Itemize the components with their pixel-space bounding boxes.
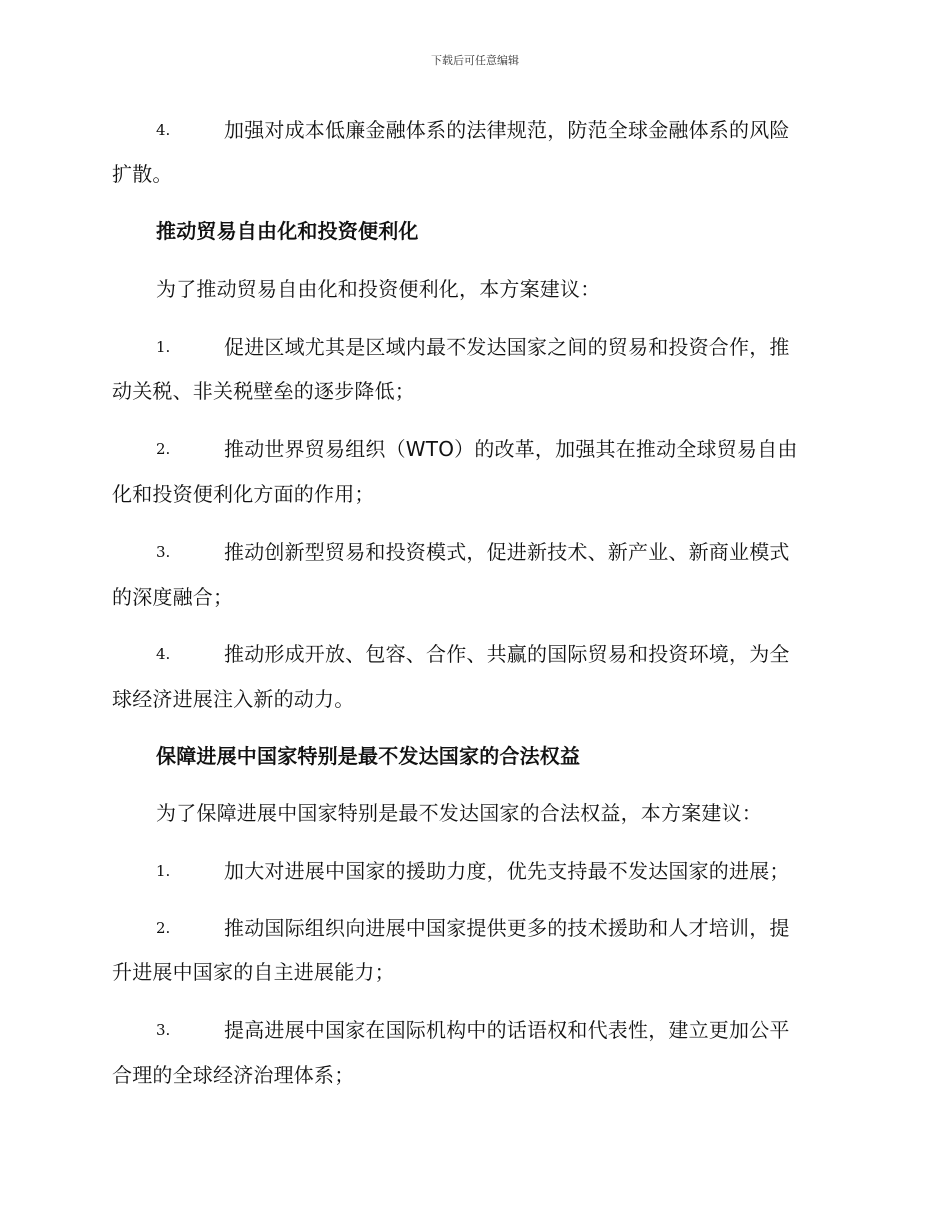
list-item-number: 3.: [156, 1021, 171, 1039]
list-item-text-continued: 的深度融合；: [112, 585, 234, 609]
list-item-number: 1.: [156, 338, 171, 356]
section-intro-rights: 为了保障进展中国家特别是最不发达国家的合法权益，本方案建议：: [156, 801, 762, 825]
list-item-text-continued: 合理的全球经济治理体系；: [112, 1063, 355, 1087]
list-item-text: 推动国际组织向进展中国家提供更多的技术援助和人才培训，提: [224, 916, 790, 940]
list-item-text-continued: 化和投资便利化方面的作用；: [112, 482, 375, 506]
list-item-text-continued: 升进展中国家的自主进展能力；: [112, 960, 395, 984]
section-heading-rights: 保障进展中国家特别是最不发达国家的合法权益: [156, 744, 581, 768]
list-item-number: 4.: [156, 645, 171, 663]
list-item-text-continued: 扩散。: [112, 162, 173, 186]
list-item-number: 3.: [156, 543, 171, 561]
list-item-number: 1.: [156, 862, 171, 880]
list-item-number: 2.: [156, 919, 171, 937]
list-item-text: 加大对进展中国家的援助力度，优先支持最不发达国家的进展；: [224, 859, 790, 883]
list-item-text: 提高进展中国家在国际机构中的话语权和代表性，建立更加公平: [224, 1018, 790, 1042]
page-header: 下载后可任意编辑: [431, 54, 519, 67]
list-item-text: 促进区域尤其是区域内最不发达国家之间的贸易和投资合作，推: [224, 335, 790, 359]
list-item-text-continued: 动关税、非关税壁垒的逐步降低；: [112, 379, 415, 403]
list-item-text: 推动世界贸易组织（WTO）的改革，加强其在推动全球贸易自由: [224, 437, 798, 461]
list-item-text: 加强对成本低廉金融体系的法律规范，防范全球金融体系的风险: [224, 118, 790, 142]
list-item-number: 2.: [156, 440, 171, 458]
list-item-text: 推动创新型贸易和投资模式，促进新技术、新产业、新商业模式: [224, 540, 790, 564]
section-intro-trade: 为了推动贸易自由化和投资便利化，本方案建议：: [156, 277, 601, 301]
section-heading-trade: 推动贸易自由化和投资便利化: [156, 219, 419, 243]
list-item-number: 4.: [156, 121, 171, 139]
list-item-text: 推动形成开放、包容、合作、共赢的国际贸易和投资环境，为全: [224, 642, 790, 666]
list-item-text-continued: 球经济进展注入新的动力。: [112, 687, 355, 711]
